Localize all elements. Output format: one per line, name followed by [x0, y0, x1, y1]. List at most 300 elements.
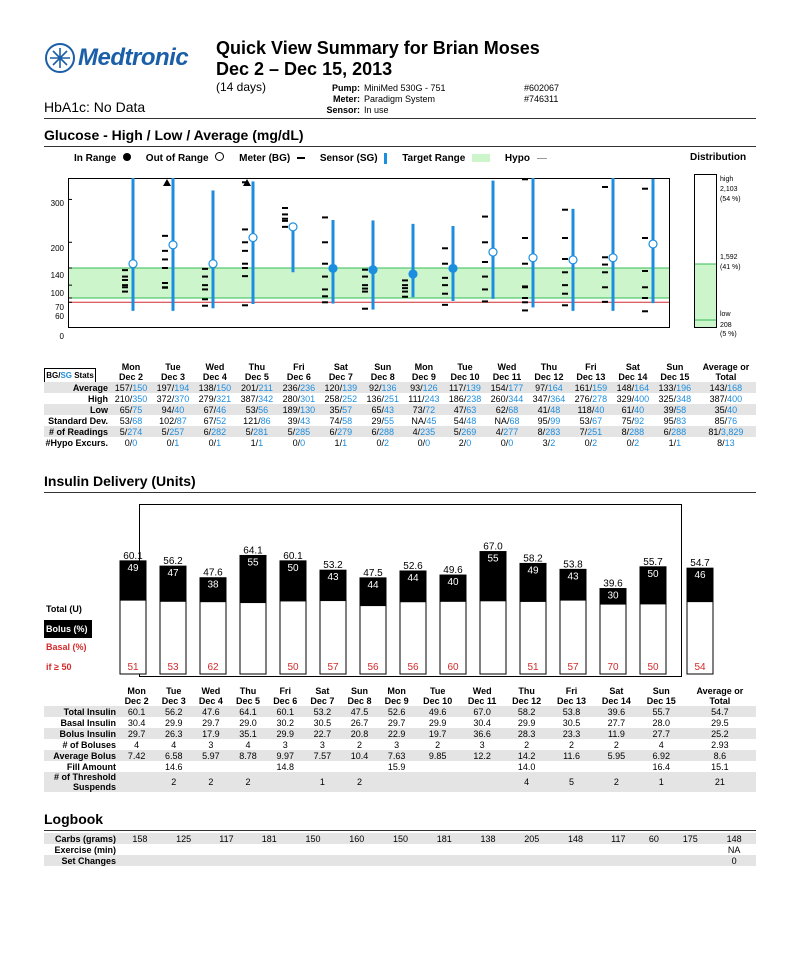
sg-value: 136: [381, 382, 397, 393]
day-header: [378, 686, 415, 706]
table-cell: [362, 426, 404, 437]
value-separator: /: [463, 437, 467, 448]
weekday: Fri: [585, 362, 597, 372]
day-header: [415, 686, 460, 706]
bg-value: 41: [537, 404, 548, 415]
table-cell: [696, 426, 756, 437]
value-separator: /: [584, 426, 588, 437]
value-separator: /: [545, 382, 548, 393]
table-cell: [570, 426, 612, 437]
table-cell: 3: [394, 739, 400, 750]
sg-value: 1: [342, 437, 348, 448]
bolus-pct-label: 43: [327, 572, 339, 584]
table-cell: 117: [597, 833, 639, 844]
bg-value: 186: [448, 393, 464, 404]
table-cell: [320, 382, 362, 393]
weekday: Tue: [166, 686, 182, 696]
sensor-label: Sensor:: [326, 105, 360, 115]
value-separator: /: [124, 426, 128, 437]
table-cell: 7.42: [118, 750, 155, 761]
value-separator: /: [724, 415, 728, 426]
row-label: Low: [44, 404, 110, 415]
sg-value: 58: [342, 415, 353, 426]
table-cell: 138: [466, 833, 510, 844]
value-separator: /: [463, 415, 467, 426]
sg-value: 63: [466, 404, 477, 415]
bg-value: 210: [114, 393, 130, 404]
day-header: [320, 362, 362, 382]
bg-value: 5: [119, 426, 125, 437]
sg-value: 274: [127, 426, 143, 437]
average-point: [449, 264, 457, 272]
bg-value: 329: [616, 393, 632, 404]
sg-value: 68: [508, 404, 519, 415]
meter-reading: [522, 286, 528, 288]
table-cell: [554, 855, 598, 866]
date: Dec 2: [118, 372, 143, 382]
table-cell: NA: [727, 844, 741, 855]
sg-value: 87: [176, 415, 187, 426]
value-separator: /: [297, 437, 301, 448]
bg-value: 148: [616, 382, 632, 393]
meter-reading: [562, 293, 568, 295]
meter-reading: [362, 284, 368, 286]
table-cell: [362, 437, 404, 448]
total-insulin-label: 47.5: [363, 567, 383, 579]
table-cell: [118, 844, 162, 855]
table-cell: [460, 772, 504, 792]
value-separator: /: [171, 404, 175, 415]
table-cell: 29.5: [711, 717, 729, 728]
meter-reading: [562, 284, 568, 286]
table-cell: [597, 844, 639, 855]
meter-reading: [522, 297, 528, 299]
table-cell: [278, 415, 320, 426]
bg-value: 8: [621, 426, 627, 437]
weekday: Sat: [609, 686, 624, 696]
value-separator: /: [379, 382, 382, 393]
meter-reading: [642, 297, 648, 299]
bg-value: 387: [240, 393, 256, 404]
table-cell: [404, 415, 444, 426]
bg-value: 143: [709, 382, 725, 393]
weekday: Sat: [625, 362, 640, 372]
weekday: Tue: [430, 686, 446, 696]
weekday: Thu: [540, 362, 558, 372]
value-separator: /: [381, 404, 385, 415]
table-cell: [194, 415, 236, 426]
bg-value: 53: [119, 415, 130, 426]
table-cell: 35.1: [229, 728, 266, 739]
meter-reading: [562, 271, 568, 273]
table-cell: 58.2: [504, 706, 549, 717]
table-cell: 28.3: [504, 728, 549, 739]
value-separator: /: [673, 404, 677, 415]
value-separator: /: [129, 382, 133, 393]
table-cell: [236, 426, 278, 437]
weekday: Fri: [293, 362, 305, 372]
sg-value: 58: [676, 404, 687, 415]
bg-value: 161: [574, 382, 590, 393]
table-cell: [460, 761, 504, 772]
bolus-pct-label: 40: [447, 577, 459, 589]
table-cell: [152, 426, 194, 437]
value-separator: /: [505, 437, 509, 448]
table-cell: [612, 426, 654, 437]
sg-value: 0: [425, 437, 431, 448]
sg-value: 277: [503, 426, 519, 437]
bg-value: 6: [329, 426, 335, 437]
sg-value: 364: [550, 393, 566, 404]
meter-reading: [482, 276, 488, 278]
date: Dec 13: [576, 372, 606, 382]
table-cell: [654, 404, 696, 415]
meter-reading: [522, 309, 528, 311]
sensor-range-bar: [612, 178, 615, 311]
meter-reading: [162, 282, 168, 284]
meter-reading: [642, 270, 648, 272]
table-cell: 64.1: [229, 706, 266, 717]
total-insulin-label: 47.6: [203, 567, 223, 579]
bg-value: 85: [714, 415, 725, 426]
bg-value: 236: [282, 382, 298, 393]
sg-value: 243: [424, 393, 440, 404]
table-cell: [206, 844, 248, 855]
basal-pct-label: 57: [567, 662, 579, 673]
value-separator: /: [255, 382, 259, 393]
meter-reading: [562, 304, 568, 306]
sg-value: 43: [384, 404, 395, 415]
bg-value: 67: [203, 415, 214, 426]
meter-reading: [202, 298, 208, 300]
sensor-range-bar: [332, 220, 335, 304]
day-header: [341, 686, 378, 706]
sg-value: 45: [426, 415, 437, 426]
pump-value: MiniMed 530G - 751: [364, 83, 446, 93]
sg-value: 2: [592, 437, 598, 448]
meter-reading: [602, 186, 608, 188]
weekday: Tue: [457, 362, 473, 372]
day-header: [267, 686, 304, 706]
legend-sensor: Sensor (SG): [319, 153, 378, 164]
date: Dec 11: [467, 696, 497, 706]
meter-reading: [442, 304, 448, 306]
table-cell: 29.9: [428, 717, 447, 728]
value-separator: /: [255, 437, 259, 448]
table-cell: 2.93: [711, 739, 729, 750]
date: Dec 11: [492, 372, 522, 382]
table-cell: 4: [171, 739, 177, 750]
table-cell: [194, 426, 236, 437]
table-row: [44, 750, 756, 761]
table-cell: 158: [118, 833, 162, 844]
sensor-range-bar: [532, 178, 535, 307]
sg-value: 164: [547, 382, 563, 393]
table-cell: [654, 393, 696, 404]
bg-value: 5: [453, 426, 459, 437]
table-cell: [152, 382, 194, 393]
value-separator: /: [547, 404, 551, 415]
table-cell: [118, 761, 155, 772]
table-cell: [528, 437, 570, 448]
sg-value: 168: [727, 382, 743, 393]
sg-value: 0: [466, 437, 472, 448]
table-cell: 150: [379, 833, 423, 844]
table-row: [44, 844, 756, 855]
table-cell: 2: [594, 772, 639, 792]
meter-reading: [242, 241, 248, 243]
date: Dec 15: [646, 696, 676, 706]
table-cell: [362, 382, 404, 393]
bg-value: 73: [412, 404, 423, 415]
meter-reading: [242, 250, 248, 252]
table-cell: 2: [192, 772, 229, 792]
value-separator: /: [258, 415, 261, 426]
sensor-range-bar: [252, 181, 255, 304]
bg-value: 7: [579, 426, 585, 437]
value-separator: /: [673, 382, 677, 393]
bg-value: 53: [245, 404, 256, 415]
day-header: [504, 686, 549, 706]
sg-value: 139: [342, 382, 358, 393]
table-cell: [110, 404, 152, 415]
table-cell: [304, 761, 341, 772]
value-separator: /: [174, 415, 177, 426]
sensor-range-bar: [412, 224, 415, 297]
table-cell: [341, 761, 378, 772]
if50-label: if ≥ 50: [46, 662, 72, 672]
day-header: [654, 362, 696, 382]
bg-value: 2: [458, 437, 464, 448]
basal-pct-label: 51: [527, 662, 539, 673]
sg-value: 72: [425, 404, 436, 415]
basal-pct-label: 56: [367, 662, 379, 673]
meter-reading: [442, 293, 448, 295]
row-label: Bolus Insulin: [44, 728, 118, 739]
table-cell: [378, 772, 415, 792]
sg-value: 269: [461, 426, 477, 437]
sg-value: 348: [676, 393, 692, 404]
bolus-pct-label: 44: [367, 579, 379, 591]
average-point: [609, 254, 617, 262]
logbook-section-title: Logbook: [44, 811, 104, 827]
value-separator: /: [166, 426, 170, 437]
table-cell: [570, 393, 612, 404]
day-header: [549, 686, 594, 706]
table-cell: 14.6: [164, 761, 183, 772]
total-insulin-label: 67.0: [483, 541, 503, 553]
table-cell: [466, 855, 510, 866]
meter-reading: [482, 261, 488, 263]
sg-value: 194: [174, 382, 190, 393]
value-separator: /: [718, 426, 721, 437]
table-cell: 22.7: [304, 728, 341, 739]
table-cell: 175: [668, 833, 712, 844]
divider: [44, 146, 756, 147]
table-cell: [654, 415, 696, 426]
meter-reading: [242, 275, 248, 277]
table-cell: [570, 382, 612, 393]
sg-value: 252: [342, 393, 358, 404]
value-separator: /: [339, 393, 343, 404]
bg-value: 0: [166, 437, 172, 448]
dist-mid-count: 1,592: [720, 254, 738, 261]
value-separator: /: [421, 393, 425, 404]
table-cell: [612, 393, 654, 404]
date: Dec 12: [512, 696, 542, 706]
average-point: [129, 260, 137, 268]
glucose-chart: [68, 178, 670, 328]
table-cell: [110, 382, 152, 393]
bg-value: 93: [410, 382, 421, 393]
weekday: Fri: [565, 686, 578, 696]
value-separator: /: [339, 382, 343, 393]
table-cell: 2: [229, 772, 266, 792]
table-cell: 5.95: [594, 750, 639, 761]
sensor-range-bar: [292, 227, 295, 272]
sg-value: 301: [300, 393, 316, 404]
value-separator: /: [129, 415, 133, 426]
table-cell: [415, 761, 460, 772]
value-separator: /: [213, 415, 217, 426]
bg-value: 0: [292, 437, 298, 448]
average-point: [289, 223, 297, 231]
table-header-row: [44, 686, 756, 706]
table-cell: 181: [247, 833, 291, 844]
chart-frame: [69, 179, 670, 328]
date: Dec 6: [273, 696, 298, 706]
value-separator: /: [589, 437, 593, 448]
meter-reading: [162, 258, 168, 260]
day-header: [236, 362, 278, 382]
table-cell: [444, 404, 486, 415]
date: Dec 10: [423, 696, 453, 706]
table-cell: 30.5: [313, 717, 332, 728]
bg-value: 95: [663, 415, 674, 426]
sg-value: 400: [727, 393, 743, 404]
table-cell: 27.7: [639, 728, 684, 739]
bg-value: 65: [371, 404, 382, 415]
value-separator: /: [506, 415, 510, 426]
sg-value: 130: [300, 404, 316, 415]
sensor-value: In use: [364, 105, 389, 115]
table-cell: [654, 426, 696, 437]
meter-reading: [442, 284, 448, 286]
bg-value: 74: [329, 415, 340, 426]
sg-value: 278: [592, 393, 608, 404]
value-separator: /: [542, 426, 546, 437]
table-cell: [335, 855, 379, 866]
sg-value: 150: [216, 382, 232, 393]
table-cell: [362, 404, 404, 415]
table-cell: 2: [613, 739, 619, 750]
value-separator: /: [339, 415, 343, 426]
table-cell: [162, 855, 206, 866]
table-cell: [554, 844, 598, 855]
day-header: [612, 362, 654, 382]
table-cell: 5: [549, 772, 594, 792]
title-line-2: Dec 2 – Dec 15, 2013: [216, 59, 393, 79]
table-cell: 2: [341, 772, 378, 792]
row-label: # of Readings: [44, 426, 110, 437]
table-cell: [422, 844, 466, 855]
sg-value: 251: [384, 393, 400, 404]
row-label: Carbs (grams): [44, 833, 118, 844]
sg-value: 370: [174, 393, 190, 404]
distribution-label: Distribution: [690, 152, 747, 163]
day-header: [152, 362, 194, 382]
day-header: [594, 686, 639, 706]
table-cell: [152, 404, 194, 415]
meter-reading: [202, 288, 208, 290]
table-cell: [528, 415, 570, 426]
table-cell: 30.4: [473, 717, 491, 728]
value-separator: /: [129, 404, 133, 415]
meter-reading: [122, 276, 128, 278]
table-cell: [247, 855, 291, 866]
table-cell: 4: [134, 739, 140, 750]
table-cell: 29.9: [164, 717, 183, 728]
table-cell: [510, 844, 554, 855]
bg-value: 111: [408, 393, 422, 404]
table-cell: [110, 393, 152, 404]
day-header: [696, 362, 756, 382]
date: Dec 5: [236, 696, 261, 706]
table-cell: 28.0: [652, 717, 671, 728]
stats-bg-label: BG: [46, 371, 59, 380]
table-cell: 60.1: [267, 706, 304, 717]
table-cell: [247, 844, 291, 855]
table-cell: 49.6: [415, 706, 460, 717]
sg-value: 1: [676, 437, 682, 448]
bg-value: 62: [495, 404, 506, 415]
date: Dec 5: [244, 372, 269, 382]
weekday: Thu: [248, 362, 266, 372]
meter-reading: [242, 263, 248, 265]
dist-low-pct: (5 %): [720, 331, 737, 338]
table-cell: 60: [639, 833, 668, 844]
sensor-range-bar: [492, 181, 495, 299]
meter-reading: [402, 296, 408, 298]
table-cell: 29.9: [267, 728, 304, 739]
table-cell: [152, 393, 194, 404]
sg-value: 236: [300, 382, 316, 393]
day-header: [192, 686, 229, 706]
table-cell: 14.8: [276, 761, 294, 772]
meter-reading: [362, 288, 368, 290]
value-separator: /: [724, 404, 728, 415]
table-cell: [404, 393, 444, 404]
day-header: [570, 362, 612, 382]
table-row: [44, 706, 756, 717]
date: Dec 8: [370, 372, 395, 382]
meter-reading: [482, 288, 488, 290]
weekday: Mon: [414, 362, 434, 372]
table-cell: [612, 415, 654, 426]
table-cell: 26.7: [350, 717, 369, 728]
table-cell: 15.1: [711, 761, 729, 772]
meter-reading: [602, 271, 608, 273]
glucose-section-title: Glucose - High / Low / Average (mg/dL): [44, 127, 304, 143]
day-header: [155, 686, 192, 706]
bg-value: 6: [203, 426, 209, 437]
table-cell: 8.6: [684, 750, 756, 761]
sg-value: 282: [211, 426, 227, 437]
value-separator: /: [339, 404, 343, 415]
day-header: [684, 686, 756, 706]
meter-reading: [602, 301, 608, 303]
basal-pct-label: 53: [167, 662, 179, 673]
